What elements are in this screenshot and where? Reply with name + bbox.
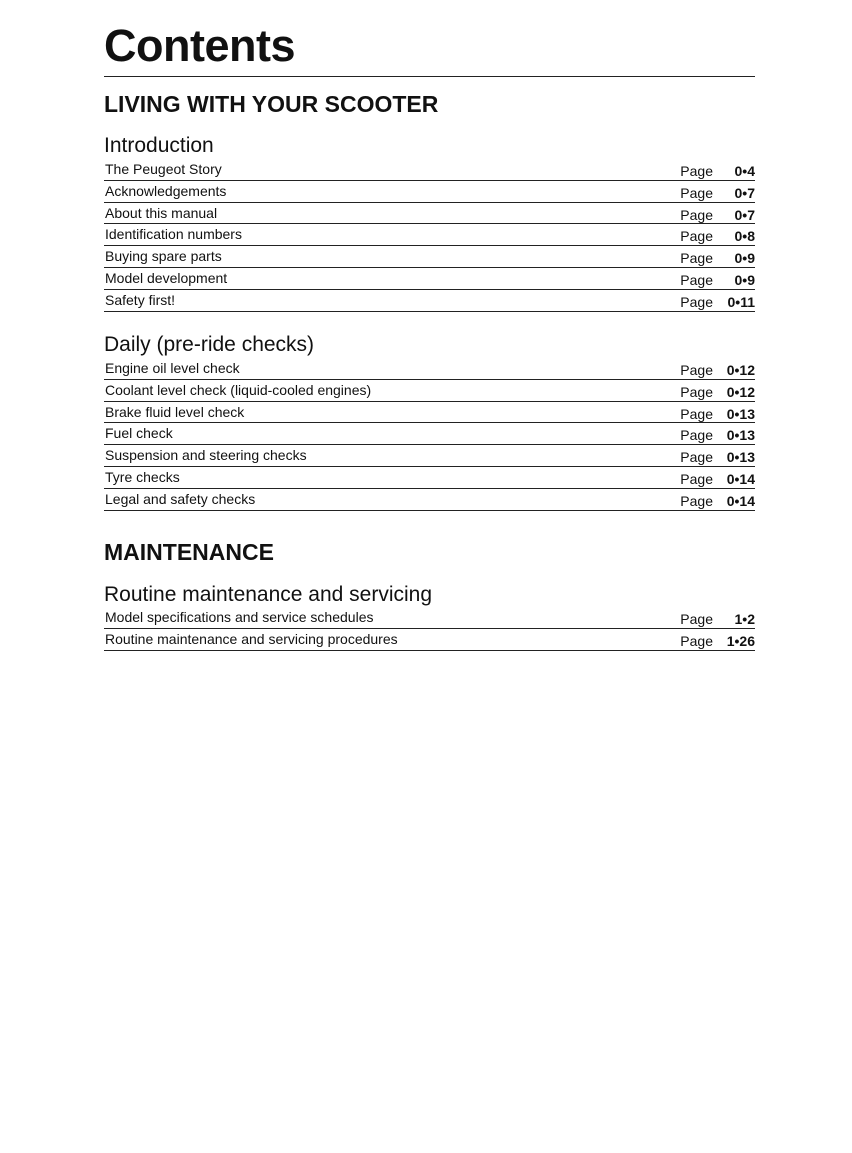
section-heading-routine: Routine maintenance and servicing xyxy=(104,583,433,606)
part-heading-living: LIVING WITH YOUR SCOOTER xyxy=(104,91,439,117)
toc-entry[interactable]: Legal and safety checks Page 0•14 xyxy=(105,490,755,509)
page-title: Contents xyxy=(104,20,295,71)
introduction-list xyxy=(104,159,755,312)
toc-entry[interactable]: Acknowledgements Page 0•7 xyxy=(105,182,755,201)
toc-entry[interactable]: Coolant level check (liquid-cooled engines) Page 0•12 xyxy=(105,381,755,400)
toc-entry[interactable]: Routine maintenance and servicing procedures Page 1•26 xyxy=(105,630,755,649)
toc-entry[interactable]: About this manual Page 0•7 xyxy=(105,204,755,223)
routine-maintenance-list xyxy=(104,607,755,651)
toc-entry[interactable]: Engine oil level check Page 0•12 xyxy=(105,360,755,378)
toc-entry[interactable]: Fuel check Page 0•13 xyxy=(105,425,755,444)
section-heading-daily: Daily (pre-ride checks) xyxy=(104,333,315,356)
part-heading-maintenance: MAINTENANCE xyxy=(104,539,274,565)
toc-entry[interactable]: Buying spare parts Page 0•9 xyxy=(105,248,755,267)
toc-entry[interactable]: Brake fluid level check Page 0•13 xyxy=(105,403,755,422)
toc-entry[interactable]: Identification numbers Page 0•8 xyxy=(105,226,755,245)
toc-entry[interactable]: Tyre checks Page 0•14 xyxy=(105,468,755,487)
daily-checks-list xyxy=(104,358,755,511)
toc-entry[interactable]: Model specifications and service schedules Page 1•2 xyxy=(105,609,755,627)
section-heading-introduction: Introduction xyxy=(104,134,214,157)
toc-entry[interactable]: Suspension and steering checks Page 0•13 xyxy=(105,447,755,466)
toc-entry[interactable]: Model development Page 0•9 xyxy=(105,269,755,288)
title-divider xyxy=(104,76,755,77)
toc-entry[interactable]: The Peugeot Story Page 0•4 xyxy=(105,161,755,179)
toc-entry[interactable]: Safety first! Page 0•11 xyxy=(105,291,755,310)
